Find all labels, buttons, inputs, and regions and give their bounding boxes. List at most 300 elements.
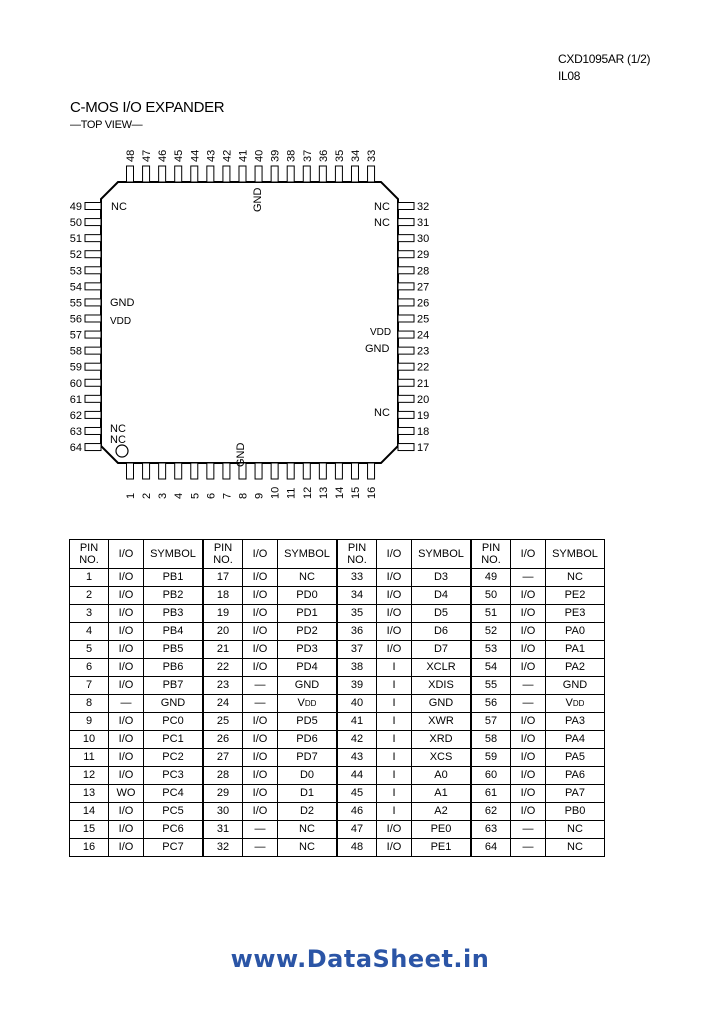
pin-label-25: 25 (417, 313, 430, 326)
symbol-cell: PA5 (546, 749, 605, 767)
pin-number-cell: 51 (471, 605, 511, 623)
table-row (70, 587, 605, 605)
column-header-io: I/O (109, 540, 144, 569)
pin-label-15: 15 (349, 486, 362, 499)
pin-number-cell: 60 (471, 767, 511, 785)
pin-number-cell: 26 (203, 731, 243, 749)
io-cell: I/O (511, 713, 546, 731)
pin-label-44: 44 (189, 149, 202, 162)
pin-label-43: 43 (205, 149, 218, 162)
io-cell: — (243, 839, 278, 857)
symbol-cell: PD4 (278, 659, 338, 677)
pin-label-53: 53 (69, 265, 82, 278)
pin-label-33: 33 (366, 149, 379, 162)
io-cell: I/O (377, 821, 412, 839)
label-gnd-23: GND (365, 343, 390, 355)
pin-label-48: 48 (125, 149, 137, 162)
table-row (70, 605, 605, 623)
pin-label-30: 30 (417, 233, 430, 246)
io-cell: I/O (243, 623, 278, 641)
pin-35 (335, 166, 342, 182)
pin-number-cell: 33 (337, 569, 377, 587)
label-gnd-top: GND (252, 187, 264, 212)
pin-47 (143, 166, 150, 182)
io-cell: I (377, 785, 412, 803)
pin-number-cell: 20 (203, 623, 243, 641)
symbol-cell: PD1 (278, 605, 338, 623)
io-cell: — (511, 677, 546, 695)
symbol-cell: PE1 (412, 839, 472, 857)
pin-label-10: 10 (269, 486, 282, 499)
pin-26 (398, 299, 414, 306)
pin-label-7: 7 (221, 492, 234, 499)
column-header-io: I/O (377, 540, 412, 569)
pin-number-cell: 23 (203, 677, 243, 695)
pin-label-28: 28 (417, 265, 430, 278)
table-row (70, 641, 605, 659)
pin-number-cell: 19 (203, 605, 243, 623)
table-row (70, 659, 605, 677)
symbol-cell: XWR (412, 713, 472, 731)
io-cell: — (243, 695, 278, 713)
label-vdd-56: VDD (110, 316, 132, 327)
io-cell: I/O (243, 641, 278, 659)
label-nc-63: NC (110, 423, 126, 435)
io-cell: I/O (109, 605, 144, 623)
symbol-cell: A1 (412, 785, 472, 803)
pin-number-cell: 44 (337, 767, 377, 785)
pin-number-cell: 55 (471, 677, 511, 695)
table-row (70, 785, 605, 803)
io-cell: — (511, 695, 546, 713)
pin-number-cell: 4 (70, 623, 109, 641)
symbol-cell: PB1 (144, 569, 204, 587)
pin-label-3: 3 (157, 492, 170, 499)
io-cell: I/O (109, 677, 144, 695)
table-row (70, 623, 605, 641)
symbol-cell: PB5 (144, 641, 204, 659)
pin-number-cell: 2 (70, 587, 109, 605)
column-header-symbol: SYMBOL (278, 540, 338, 569)
io-cell: — (511, 839, 546, 857)
symbol-cell: NC (546, 839, 605, 857)
pin-label-22: 22 (417, 361, 430, 374)
pin-number-cell: 61 (471, 785, 511, 803)
pin-number-cell: 47 (337, 821, 377, 839)
pin-number-cell: 30 (203, 803, 243, 821)
io-cell: I/O (109, 749, 144, 767)
pin-label-13: 13 (317, 486, 330, 499)
pin-42 (223, 166, 230, 182)
pin-label-2: 2 (141, 492, 154, 499)
pin-number-cell: 9 (70, 713, 109, 731)
io-cell: I/O (109, 731, 144, 749)
symbol-cell: XDIS (412, 677, 472, 695)
io-cell: I/O (109, 587, 144, 605)
pin-number-cell: 14 (70, 803, 109, 821)
pin-label-52: 52 (69, 249, 82, 262)
io-cell: I/O (243, 569, 278, 587)
symbol-cell: PD3 (278, 641, 338, 659)
pin-17 (398, 444, 414, 451)
io-cell: I/O (243, 713, 278, 731)
pin-16 (368, 463, 375, 479)
symbol-cell: PA2 (546, 659, 605, 677)
symbol-cell: PD5 (278, 713, 338, 731)
pin-15 (351, 463, 358, 479)
table-row (70, 839, 605, 857)
table-row (70, 803, 605, 821)
column-header-pin-no: PIN NO. (337, 540, 377, 569)
pin-11 (287, 463, 294, 479)
io-cell: I/O (243, 767, 278, 785)
pin-label-35: 35 (333, 149, 346, 162)
pin-number-cell: 42 (337, 731, 377, 749)
pin-13 (319, 463, 326, 479)
io-cell: I/O (109, 659, 144, 677)
pin-57 (85, 331, 101, 338)
pin-label-23: 23 (417, 345, 430, 358)
pin-label-20: 20 (417, 393, 430, 406)
pin-48 (127, 166, 134, 182)
pin-1 (127, 463, 134, 479)
symbol-cell: GND (278, 677, 338, 695)
pin-number-cell: 31 (203, 821, 243, 839)
symbol-cell: PC1 (144, 731, 204, 749)
symbol-cell: PB0 (546, 803, 605, 821)
symbol-cell: PC4 (144, 785, 204, 803)
symbol-cell: D1 (278, 785, 338, 803)
io-cell: I/O (377, 605, 412, 623)
pin-number-cell: 25 (203, 713, 243, 731)
pin-label-42: 42 (221, 149, 234, 162)
pin-label-4: 4 (173, 492, 186, 499)
io-cell: I/O (109, 839, 144, 857)
pin-label-49: 49 (69, 201, 82, 213)
pin-label-39: 39 (269, 149, 282, 162)
pin-number-cell: 57 (471, 713, 511, 731)
io-cell: I/O (243, 803, 278, 821)
pin-38 (287, 166, 294, 182)
symbol-cell: PD7 (278, 749, 338, 767)
pin-37 (303, 166, 310, 182)
pin-label-26: 26 (417, 297, 430, 310)
io-cell: I/O (377, 569, 412, 587)
pin-63 (85, 427, 101, 434)
pin-10 (271, 463, 278, 479)
pin-number-cell: 3 (70, 605, 109, 623)
pin-label-6: 6 (205, 492, 218, 499)
pin-number-cell: 37 (337, 641, 377, 659)
pin-label-55: 55 (69, 297, 82, 310)
pin-label-21: 21 (417, 377, 430, 390)
label-nc-64: NC (110, 434, 126, 446)
pin-label-19: 19 (417, 409, 430, 422)
io-cell: I/O (109, 803, 144, 821)
pin-9 (255, 463, 262, 479)
symbol-cell: D5 (412, 605, 472, 623)
io-cell: — (511, 821, 546, 839)
pin-44 (191, 166, 198, 182)
pin-label-62: 62 (69, 409, 82, 422)
pin-label-47: 47 (141, 149, 154, 162)
pin-53 (85, 267, 101, 274)
column-header-pin-no: PIN NO. (70, 540, 109, 569)
symbol-cell: PA7 (546, 785, 605, 803)
pin-number-cell: 46 (337, 803, 377, 821)
symbol-cell: VDD (278, 695, 338, 713)
pin-label-58: 58 (69, 345, 82, 358)
pin-number-cell: 43 (337, 749, 377, 767)
pin-25 (398, 315, 414, 322)
pin-27 (398, 283, 414, 290)
pin-label-31: 31 (417, 217, 430, 230)
pin-33 (368, 166, 375, 182)
pin-label-8: 8 (237, 492, 250, 499)
pin-number-cell: 40 (337, 695, 377, 713)
page-title: C-MOS I/O EXPANDER (70, 99, 225, 116)
column-header-symbol: SYMBOL (412, 540, 472, 569)
pin-number-cell: 1 (70, 569, 109, 587)
pin-30 (398, 235, 414, 242)
label-gnd-55: GND (110, 297, 135, 309)
symbol-cell: PD6 (278, 731, 338, 749)
pin1-marker (116, 445, 128, 457)
io-cell: I/O (377, 623, 412, 641)
io-cell: I/O (109, 569, 144, 587)
symbol-cell: D3 (412, 569, 472, 587)
symbol-cell: PC5 (144, 803, 204, 821)
io-cell: I (377, 659, 412, 677)
pin-number-cell: 45 (337, 785, 377, 803)
io-cell: I/O (511, 731, 546, 749)
symbol-cell: PE2 (546, 587, 605, 605)
io-cell: I/O (243, 749, 278, 767)
io-cell: I/O (511, 587, 546, 605)
pin-label-60: 60 (69, 377, 82, 390)
label-vdd-24: VDD (370, 327, 392, 338)
pin-18 (398, 427, 414, 434)
pin-number-cell: 34 (337, 587, 377, 605)
io-cell: I (377, 749, 412, 767)
io-cell: I/O (377, 641, 412, 659)
symbol-cell: XCLR (412, 659, 472, 677)
symbol-cell: PC3 (144, 767, 204, 785)
pin-56 (85, 315, 101, 322)
pin-number-cell: 17 (203, 569, 243, 587)
table-row (70, 749, 605, 767)
pin-32 (398, 203, 414, 210)
io-cell: I/O (511, 749, 546, 767)
pin-number-cell: 28 (203, 767, 243, 785)
io-cell: I/O (109, 641, 144, 659)
symbol-cell: PE3 (546, 605, 605, 623)
table-row (70, 767, 605, 785)
symbol-cell: NC (546, 821, 605, 839)
pin-2 (143, 463, 150, 479)
io-cell: — (243, 821, 278, 839)
pin-28 (398, 267, 414, 274)
pin-label-37: 37 (301, 149, 314, 162)
pin-number-cell: 54 (471, 659, 511, 677)
pin-label-51: 51 (69, 233, 82, 246)
pin-label-36: 36 (317, 149, 330, 162)
symbol-cell: D6 (412, 623, 472, 641)
symbol-cell: PA0 (546, 623, 605, 641)
symbol-cell: PA6 (546, 767, 605, 785)
pin-number-cell: 36 (337, 623, 377, 641)
symbol-cell: PB4 (144, 623, 204, 641)
pin-61 (85, 395, 101, 402)
symbol-cell: PD0 (278, 587, 338, 605)
pin-number-cell: 5 (70, 641, 109, 659)
pin-51 (85, 235, 101, 242)
label-nc-31: NC (374, 217, 390, 229)
symbol-cell: GND (144, 695, 204, 713)
pin-number-cell: 10 (70, 731, 109, 749)
document-code: IL08 (558, 69, 581, 83)
label-gnd-bottom: GND (235, 442, 247, 467)
symbol-cell: PC0 (144, 713, 204, 731)
symbol-cell: PB7 (144, 677, 204, 695)
pin-label-57: 57 (69, 329, 82, 342)
symbol-cell: NC (546, 569, 605, 587)
column-header-pin-no: PIN NO. (471, 540, 511, 569)
io-cell: I (377, 803, 412, 821)
label-nc-32: NC (374, 201, 390, 213)
table-row (70, 569, 605, 587)
pin-59 (85, 363, 101, 370)
pin-number-cell: 6 (70, 659, 109, 677)
pin-number-cell: 22 (203, 659, 243, 677)
io-cell: I/O (109, 713, 144, 731)
pin-label-29: 29 (417, 249, 430, 262)
pin-5 (191, 463, 198, 479)
pin-52 (85, 251, 101, 258)
pin-40 (255, 166, 262, 182)
label-nc-19: NC (374, 407, 390, 419)
pin-number-cell: 11 (70, 749, 109, 767)
io-cell: I/O (511, 659, 546, 677)
pin-number-cell: 64 (471, 839, 511, 857)
pin-number-cell: 63 (471, 821, 511, 839)
pin-label-61: 61 (69, 393, 82, 406)
column-header-symbol: SYMBOL (144, 540, 204, 569)
io-cell: I/O (377, 839, 412, 857)
pin-label-54: 54 (69, 281, 82, 294)
pin-54 (85, 283, 101, 290)
symbol-cell: VDD (546, 695, 605, 713)
table-row (70, 695, 605, 713)
pin-23 (398, 347, 414, 354)
symbol-cell: GND (412, 695, 472, 713)
io-cell: I/O (511, 623, 546, 641)
pin-6 (207, 463, 214, 479)
symbol-cell: NC (278, 821, 338, 839)
pin-number-cell: 29 (203, 785, 243, 803)
pin-12 (303, 463, 310, 479)
io-cell: I/O (511, 767, 546, 785)
io-cell: — (109, 695, 144, 713)
pin-36 (319, 166, 326, 182)
symbol-cell: GND (546, 677, 605, 695)
pin-label-64: 64 (69, 442, 82, 455)
pin-label-56: 56 (69, 313, 82, 326)
pin-number-cell: 27 (203, 749, 243, 767)
pin-58 (85, 347, 101, 354)
io-cell: WO (109, 785, 144, 803)
pin-label-59: 59 (69, 361, 82, 374)
table-row (70, 677, 605, 695)
column-header-pin-no: PIN NO. (203, 540, 243, 569)
pin-label-11: 11 (285, 487, 298, 499)
symbol-cell: XRD (412, 731, 472, 749)
io-cell: I/O (377, 587, 412, 605)
symbol-cell: D0 (278, 767, 338, 785)
pin-label-38: 38 (285, 149, 298, 162)
column-header-symbol: SYMBOL (546, 540, 605, 569)
pin-label-27: 27 (417, 281, 430, 294)
pin-4 (175, 463, 182, 479)
pin-number-cell: 24 (203, 695, 243, 713)
io-cell: — (243, 677, 278, 695)
watermark: www.DataSheet.in (230, 945, 490, 973)
symbol-cell: PA1 (546, 641, 605, 659)
symbol-cell: D2 (278, 803, 338, 821)
symbol-cell: NC (278, 569, 338, 587)
io-cell: — (511, 569, 546, 587)
pin-number-cell: 39 (337, 677, 377, 695)
pin-label-63: 63 (69, 425, 82, 438)
io-cell: I/O (511, 785, 546, 803)
symbol-cell: PB6 (144, 659, 204, 677)
pin-label-41: 41 (237, 149, 250, 162)
pin-number-cell: 62 (471, 803, 511, 821)
pin-60 (85, 379, 101, 386)
pin-number-cell: 53 (471, 641, 511, 659)
io-cell: I (377, 713, 412, 731)
pin-number-cell: 21 (203, 641, 243, 659)
table-row (70, 713, 605, 731)
pin-number-cell: 59 (471, 749, 511, 767)
symbol-cell: PC7 (144, 839, 204, 857)
pin-7 (223, 463, 230, 479)
pin-19 (398, 411, 414, 418)
pin-number-cell: 41 (337, 713, 377, 731)
pin-label-46: 46 (157, 149, 170, 162)
symbol-cell: NC (278, 839, 338, 857)
pin-number-cell: 8 (70, 695, 109, 713)
pin-43 (207, 166, 214, 182)
pin-number-cell: 7 (70, 677, 109, 695)
symbol-cell: PA3 (546, 713, 605, 731)
pin-number-cell: 38 (337, 659, 377, 677)
part-number: CXD1095AR (1/2) (558, 52, 651, 66)
pin-34 (351, 166, 358, 182)
pin-number-cell: 18 (203, 587, 243, 605)
pin-label-14: 14 (333, 486, 346, 499)
pin-49 (85, 203, 101, 210)
symbol-cell: PE0 (412, 821, 472, 839)
pin-number-cell: 13 (70, 785, 109, 803)
pin-label-17: 17 (417, 442, 430, 455)
pin-31 (398, 219, 414, 226)
package-body (101, 182, 398, 463)
pin-45 (175, 166, 182, 182)
pin-label-24: 24 (417, 329, 430, 342)
pin-number-cell: 48 (337, 839, 377, 857)
pin-number-cell: 56 (471, 695, 511, 713)
